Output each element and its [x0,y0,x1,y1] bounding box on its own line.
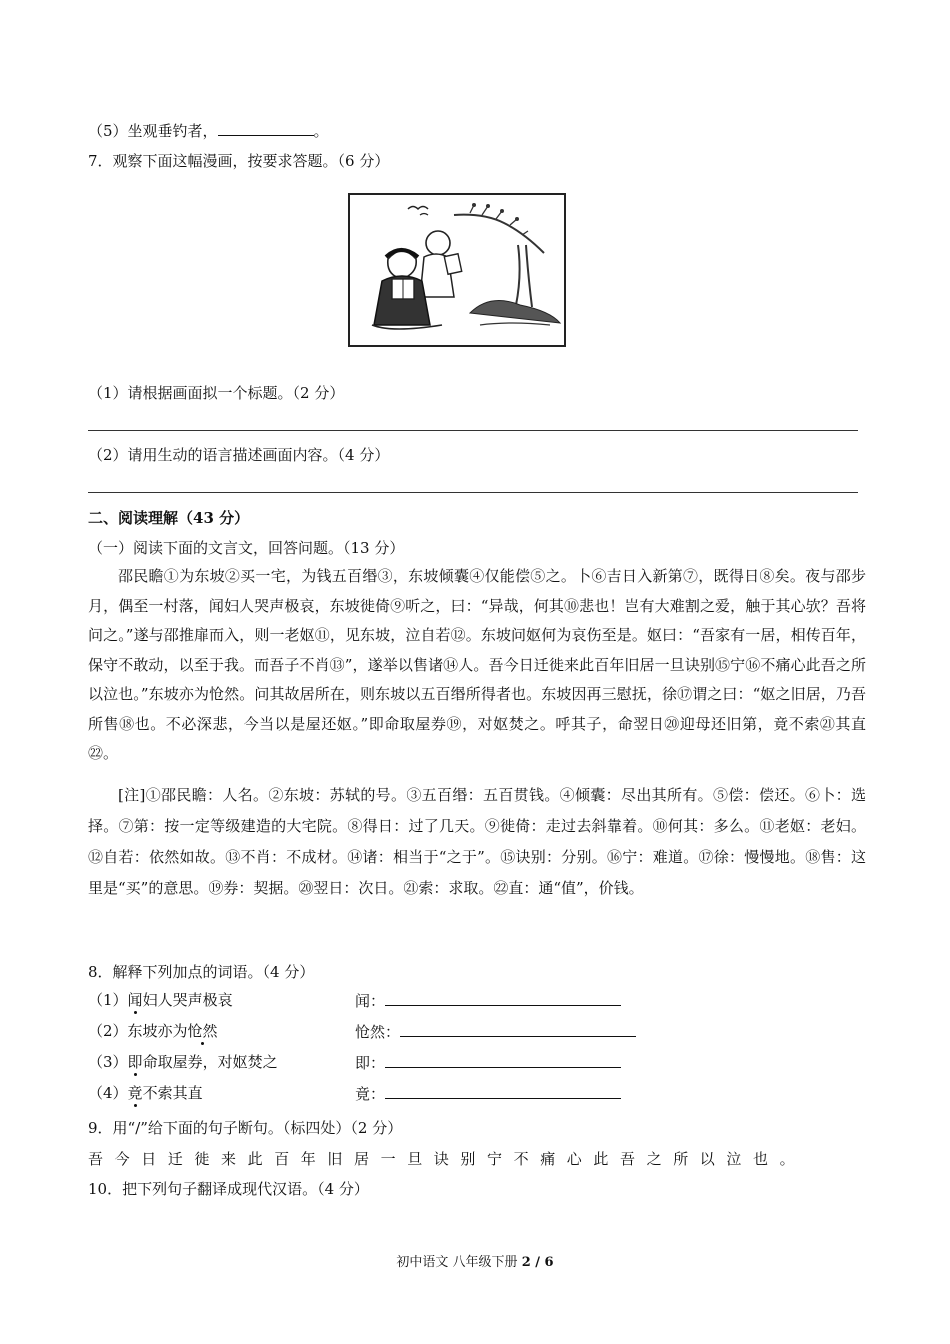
dotted-word: 竟 [127,1084,143,1102]
q8-answer-4: 竟： [355,1083,621,1104]
q8-title: 8．解释下列加点的词语。（4 分） [88,963,315,981]
classical-passage: 邵民瞻①为东坡②买一宅，为钱五百缗③，东坡倾囊④仅能偿⑤之。卜⑥吉日入新第⑦，既得日⑧矣。夜与邵步月，偶至一村落，闻妇人哭声极哀，东坡徙倚⑨听之，曰：“异哉，何其⑩悲也！岂有大难割之爱，触于其心欤？吾将问之。”遂与邵推扉而入，则一老妪⑪，见东坡，泣自若⑫。东坡问妪何为哀伤至是。妪曰：“吾家有一居，相传百年，保守不敢动，以至于我。而吾子不肖⑬”，遂举以售诸⑭人。吾今日迁徙来此百年旧居一旦诀别⑮宁⑯不痛心此吾之所以泣也。”东坡亦为怆然。问其故居所在，则东坡以五百缗所得者也。东坡因再三慰抚，徐⑰谓之曰：“妪之旧居，乃吾所售⑱也。不必深悲，今当以是屋还妪。”即命取屋券⑲，对妪焚之。呼其子，命翌日⑳迎母还旧第，竟不索㉑其直㉒。 [88,567,866,762]
answer-line-1[interactable] [88,430,858,431]
page-number: 2 / 6 [521,1255,554,1270]
answer-blank[interactable] [385,1083,621,1099]
dotted-word: 闻 [127,991,143,1009]
q8-answer-2: 怆然： [355,1021,636,1042]
q8-answer-3: 即： [355,1052,621,1073]
cartoon-drawing [350,195,564,345]
dotted-word: 怆然 [187,1022,218,1040]
q6-item5: （5）坐观垂钓者， 。 [88,122,329,140]
passage-notes: [注]①邵民瞻：人名。②东坡：苏轼的号。③五百缗：五百贯钱。④倾囊：尽出其所有。⑤偿：偿还。⑥卜：选择。⑦第：按一定等级建造的大宅院。⑧得日：过了几天。⑨徙倚：走过去斜靠着。⑩何其：多么。⑪老妪：老妇。⑫自若：依然如故。⑬不肖：不成材。⑭诸：相当于“之于”。⑮诀别：分别。⑯宁：难道。⑰徐：慢慢地。⑱售：这里是“买”的意思。⑲券：契据。⑳翌日：次日。㉑索：求取。㉒直：通“值”，价钱。 [88,786,866,897]
q8-answer-1: 闻： [355,990,621,1011]
q10-title: 10．把下列句子翻译成现代汉语。（4 分） [88,1180,369,1198]
part1-heading: （一）阅读下面的文言文，回答问题。（13 分） [88,539,405,557]
dotted-word: 即 [127,1053,143,1071]
answer-blank[interactable] [385,990,621,1006]
q9-title: 9．用“/”给下面的句子断句。（标四处）（2 分） [88,1119,403,1137]
section2-heading: 二、阅读理解（43 分） [88,509,250,527]
answer-blank[interactable] [400,1021,636,1037]
page-footer: 初中语文 八年级下册 2 / 6 [396,1255,554,1270]
answer-line-2[interactable] [88,492,858,493]
q7-sub2: （2）请用生动的语言描述画面内容。（4 分） [88,446,390,464]
q9-sentence: 吾今日迁徙来此百年旧居一旦诀别宁不痛心此吾之所以泣也。 [88,1150,807,1168]
cartoon-image [348,193,566,347]
q8-item-1: （1）闻妇人哭声极哀 [88,991,233,1009]
fill-blank[interactable] [218,120,314,136]
q7-sub1: （1）请根据画面拟一个标题。（2 分） [88,384,345,402]
q8-item-3: （3）即命取屋券，对妪焚之 [88,1053,278,1071]
q8-item-4: （4）竟不索其直 [88,1084,203,1102]
q8-item-2: （2）东坡亦为怆然 [88,1022,218,1040]
q7-title: 7．观察下面这幅漫画，按要求答题。（6 分） [88,152,390,170]
answer-blank[interactable] [385,1052,621,1068]
